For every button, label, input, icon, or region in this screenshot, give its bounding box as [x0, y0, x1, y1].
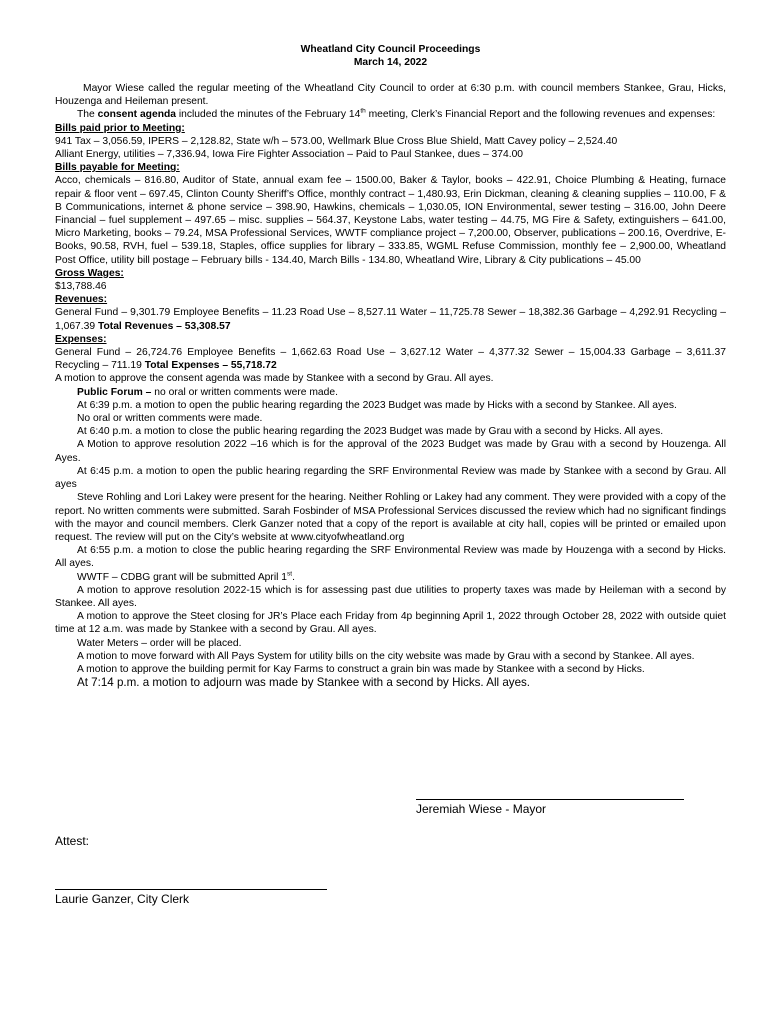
- consent-agenda-label: consent agenda: [97, 109, 176, 121]
- document-date: March 14, 2022: [353, 56, 428, 68]
- mayor-signature-line: [416, 799, 684, 800]
- consent-agenda-paragraph: The consent agenda included the minutes of the February 14th meeting, Clerk’s Financial Report and the following revenues and expenses:: [77, 107, 716, 121]
- motion-close-budget-hearing: At 6:40 p.m. a motion to close the public hearing regarding the 2023 Budget was made by Grau with a second by Hicks. All ayes.: [77, 426, 664, 438]
- motion-street-closing: A motion to approve the Steet closing for JR’s Place each Friday from 4p beginning April 1, 2022 through October 28, 2022 with outside quiet time at 12 a.m. was made by Stankee with a second by Grau. All ayes.: [55, 611, 726, 636]
- proceedings-document: [55, 44, 726, 690]
- attest-label: Attest:: [55, 834, 90, 848]
- mayor-signature-label: Jeremiah Wiese - Mayor: [416, 802, 547, 816]
- bills-payable-list: Acco, chemicals – 816.80, Auditor of State, annual exam fee – 1500.00, Baker & Taylor, books – 422.91, Choice Plumbing & Heating, furnace repair & floor vent – 697.45, Clinton County Sheriff’s Office, monthly contract – 1,480.93, Erin Dickman, cleaning & cleaning supplies – 110.00, F & B Communications, internet & phone service – 398.90, Hawkins, chemicals – 1,030.05, ION Environmental, sewer testing – 316.00, John Deere Financial – fuel supplement – 497.65 – misc. supplies – 564.37, Keystone Labs, water testing – 44.75, MG Fire & Safety, extinguishers – 641.00, Micro Marketing, books – 79.24, MSA Professional Services, WWTF compliance project – 7,200.00, Observer, publications – 200.16, Overdrive, E-Books, 90.58, RVH, fuel – 539.18, Staples, office supplies for library – 333.85, WGML Refuse Commission, monthly fee – 2,900.00, Wheatland Post Office, utility bill postage – February bills - 134.40, March Bills - 134.80, Wheatland Wire, Library & City publications – 45.00: [55, 175, 726, 266]
- expenses-list: General Fund – 26,724.76 Employee Benefits – 1,662.63 Road Use – 3,627.12 Water – 4,377.32 Sewer – 15,004.33 Garbage – 3,611.37 Recycling – 711.19 Total Expenses – 55,718.72: [55, 347, 726, 372]
- revenues-list: General Fund – 9,301.79 Employee Benefits – 11.23 Road Use – 8,527.11 Water – 11,725.78 Sewer – 18,382.36 Garbage – 4,292.91 Recycling – 1,067.39 Total Revenues – 53,308.57: [55, 307, 726, 332]
- bills-prior-line-1: 941 Tax – 3,056.59, IPERS – 2,128.82, State w/h – 573.00, Wellmark Blue Cross Blue Shield, Matt Cavey policy – 2,524.40: [55, 135, 618, 147]
- no-comments: No oral or written comments were made.: [77, 413, 263, 425]
- water-meters: Water Meters – order will be placed.: [77, 637, 242, 649]
- revenues-heading: Revenues:: [55, 294, 108, 306]
- motion-resolution-15: A motion to approve resolution 2022-15 which is for assessing past due utilities to property taxes was made by Heileman with a second by Stankee. All ayes.: [55, 584, 726, 609]
- public-forum-label: Public Forum –: [77, 386, 152, 398]
- motion-resolution-16: A Motion to approve resolution 2022 –16 which is for the approval of the 2023 Budget was made by Grau with a second by Houzenga. All Ayes.: [55, 439, 726, 464]
- wwtf-grant: WWTF – CDBG grant will be submitted April 1st.: [77, 570, 295, 583]
- motion-adjourn: At 7:14 p.m. a motion to adjourn was made by Stankee with a second by Hicks. All ayes.: [77, 676, 531, 690]
- expenses-heading: Expenses:: [55, 333, 107, 345]
- motion-open-srf-hearing: At 6:45 p.m. a motion to open the public hearing regarding the SRF Environmental Review was made by Stankee with a second by Grau. All ayes: [55, 465, 726, 491]
- document-title: Wheatland City Council Proceedings: [300, 44, 481, 55]
- gross-wages-value: $13,788.46: [55, 281, 107, 293]
- bills-prior-heading: Bills paid prior to Meeting:: [55, 122, 185, 134]
- consent-motion: A motion to approve the consent agenda was made by Stankee with a second by Grau. All ayes.: [55, 373, 494, 385]
- motion-all-pays: A motion to move forward with All Pays System for utility bills on the city website was made by Grau with a second by Stankee. All ayes.: [77, 650, 695, 662]
- opening-paragraph: Mayor Wiese called the regular meeting of the Wheatland City Council to order at 6:30 p.m. with council members Stankee, Grau, Hicks, Houzenga and Heileman present.: [55, 83, 726, 108]
- revenues-total: Total Revenues – 53,308.57: [97, 320, 231, 332]
- bills-payable-heading: Bills payable for Meeting:: [55, 162, 180, 174]
- clerk-signature-label: Laurie Ganzer, City Clerk: [55, 892, 190, 906]
- gross-wages-heading: Gross Wages:: [55, 267, 124, 279]
- clerk-signature-line: [55, 889, 327, 890]
- expenses-total: Total Expenses – 55,718.72: [144, 360, 277, 372]
- bills-prior-line-2: Alliant Energy, utilities – 7,336.94, Iowa Fire Fighter Association – Paid to Paul Stankee, dues – 374.00: [55, 149, 524, 161]
- srf-hearing-discussion: Steve Rohling and Lori Lakey were present for the hearing. Neither Rohling or Lakey had any comment. They were provided with a copy of the report. No written comments were submitted. Sarah Fosbinder of MSA Professional Services discussed the review which had no significant findings with the mayor and council members. Clerk Ganzer noted that a copy of the report is available at city hall, copies will be printed or emailed upon request. The review will put on the City’s website at www.cityofwheatland.org: [55, 492, 726, 543]
- public-forum: Public Forum – no oral or written comments were made.: [77, 386, 338, 398]
- motion-kay-farms: A motion to approve the building permit for Kay Farms to construct a grain bin was made by Stankee with a second by Hicks.: [77, 663, 645, 675]
- motion-close-srf-hearing: At 6:55 p.m. a motion to close the public hearing regarding the SRF Environmental Review was made by Houzenga with a second by Hicks. All ayes.: [55, 545, 726, 570]
- motion-open-budget-hearing: At 6:39 p.m. a motion to open the public hearing regarding the 2023 Budget was made by Hicks with a second by Stankee. All ayes.: [77, 399, 677, 411]
